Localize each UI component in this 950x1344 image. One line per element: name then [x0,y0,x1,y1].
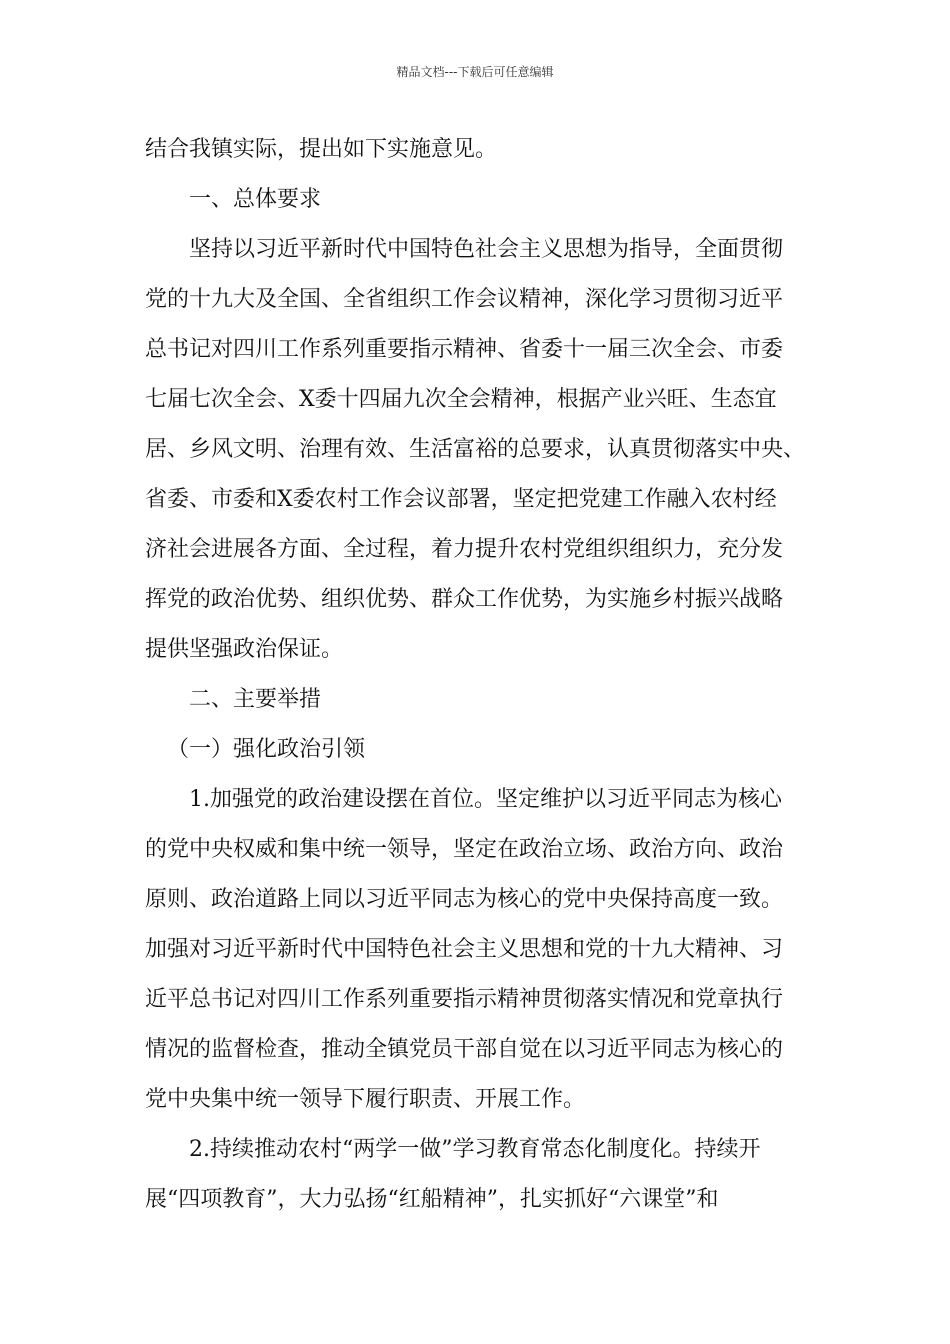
text-line: 的党中央权威和集中统一领导，坚定在政治立场、政治方向、政治 [145,837,784,862]
section-heading: 一、总体要求 [189,187,322,212]
paragraph-first-line: 1.加强党的政治建设摆在首位。坚定维护以习近平同志为核心 [189,787,782,812]
text-line: 原则、政治道路上同以习近平同志为核心的党中央保持高度一致。 [145,887,784,912]
text-line: 挥党的政治优势、组织优势、群众工作优势，为实施乡村振兴战略 [145,587,784,612]
text-line: 总书记对四川工作系列重要指示精神、省委十一届三次全会、市委 [145,337,784,362]
text-line: 加强对习近平新时代中国特色社会主义思想和党的十九大精神、习 [145,937,784,962]
text-line: 省委、市委和X委农村工作会议部署，坚定把党建工作融入农村经 [145,487,777,512]
text-line: 济社会进展各方面、全过程，着力提升农村党组织组织力，充分发 [145,537,784,562]
text-line: 七届七次全会、X委十四届九次全会精神，根据产业兴旺、生态宜 [145,387,777,412]
text-line: 提供坚强政治保证。 [145,637,344,662]
text-line: 结合我镇实际，提出如下实施意见。 [145,137,498,162]
page-header: 精品文档---下载后可任意编辑 [396,65,554,79]
text-line: 展“四项教育”，大力弘扬“红船精神”，扎实抓好“六课堂”和 [145,1187,719,1212]
paragraph-first-line: 2.持续推动农村“两学一做”学习教育常态化制度化。持续开 [189,1137,761,1162]
subsection-heading: （一）强化政治引领 [167,737,366,762]
text-line: 党的十九大及全国、全省组织工作会议精神，深化学习贯彻习近平 [145,287,784,312]
text-line: 情况的监督检查，推动全镇党员干部自觉在以习近平同志为核心的 [145,1037,784,1062]
text-line: 党中央集中统一领导下履行职责、开展工作。 [145,1087,586,1112]
text-line: 近平总书记对四川工作系列重要指示精神贯彻落实情况和党章执行 [145,987,784,1012]
section-heading: 二、主要举措 [189,687,322,712]
paragraph-first-line: 坚持以习近平新时代中国特色社会主义思想为指导，全面贯彻 [189,237,784,262]
text-line: 居、乡风文明、治理有效、生活富裕的总要求，认真贯彻落实中央、 [145,437,806,462]
